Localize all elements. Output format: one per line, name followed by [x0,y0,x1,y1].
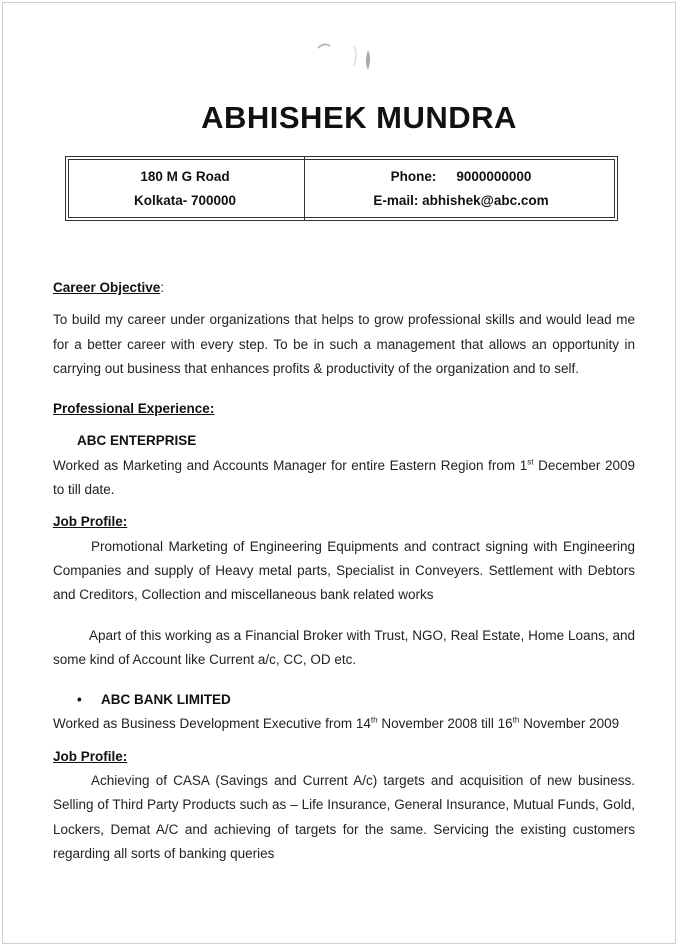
resume-body [53,276,635,866]
address-line-1: 180 M G Road [140,168,230,184]
bullet-icon: • [77,692,82,708]
job-summary-2-b: November 2008 till 16 [377,716,513,732]
phone-value: 9000000000 [456,168,532,184]
address-line-2: Kolkata- 700000 [133,192,237,208]
date-suffix-2: th [512,715,520,725]
job-summary [53,454,635,503]
job-summary-2 [53,712,635,736]
email-row: E-mail: abhishek@abc.com [373,192,549,208]
contact-details-cell [305,157,617,220]
job-profile-paragraph-2: Apart of this working as a Financial Broker with Trust, NGO, Real Estate, Home Loans, and some kind of Account like Current a/c, CC, OD etc. [53,627,635,667]
career-objective-heading-row [53,276,635,300]
company-name-2-row [77,688,635,712]
phone-label: Phone: [390,168,437,184]
job-profile-heading: Job Profile: [53,514,128,530]
job-profile-paragraph-3: Achieving of CASA (Savings and Current A/c) targets and acquisition of new business. Selling of Third Party Products such as – Life Insurance, General Insurance, Mutual Funds, Gold, Lockers, Demat A/C and achieving of targets for the same. Servicing the existing customers regarding all sorts of banking queries [53,773,635,861]
professional-experience-heading: Professional Experience: [53,401,215,417]
job-profile-paragraph: Promotional Marketing of Engineering Equipments and contract signing with Engineering Companies and supply of Heavy metal parts, Specialist in Conveyers. Settlement with Debtors and Creditors, Collection and miscellaneous bank related works [53,538,635,603]
contact-box [65,156,618,221]
job-summary-2-c: November 2009 [519,716,620,732]
date-suffix: st [527,457,534,467]
company-name-2: ABC BANK LIMITED [101,692,231,708]
career-objective-text: To build my career under organizations that helps to grow professional skills and would lead me for a better career with every step. To be in such a management that allows an opportunity in carrying out business that enhances profits & productivity of the organization and to self. [53,312,635,376]
job-summary-text: Worked as Marketing and Accounts Manager for entire Eastern Region from 1 [53,457,528,473]
date-suffix-1: th [370,715,378,725]
address-cell [66,157,305,220]
decorative-mark-icon [314,40,374,72]
company-name: ABC ENTERPRISE [77,433,197,449]
job-summary-text-end: December 2009 to till date. [53,457,635,498]
candidate-name: ABHISHEK MUNDRA [201,100,517,135]
job-profile-heading-2: Job Profile: [53,748,128,764]
phone-row [305,165,617,189]
job-summary-2-a: Worked as Business Development Executive from 14 [53,716,371,732]
career-objective-heading: Career Objective [53,280,161,295]
heading-colon: : [160,280,165,295]
